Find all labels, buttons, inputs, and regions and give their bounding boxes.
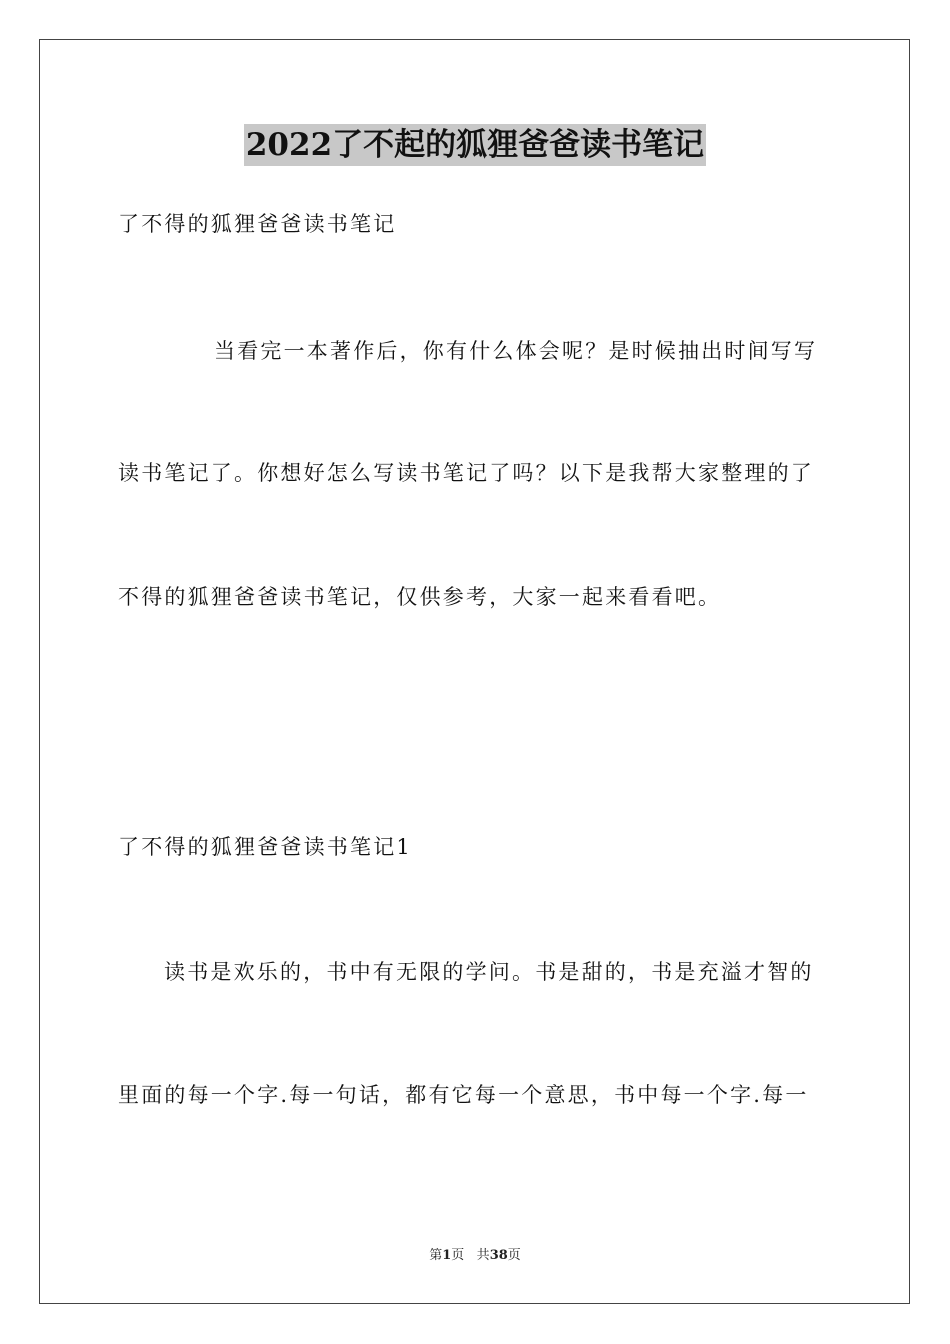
body-line-1: 读书是欢乐的，书中有无限的学问。书是甜的，书是充溢才智的 (164, 960, 814, 984)
page-number: 1 (442, 1248, 452, 1263)
intro-line-3: 不得的狐狸爸爸读书笔记，仅供参考，大家一起来看看吧。 (118, 585, 722, 609)
total-prefix: 共 (476, 1248, 490, 1263)
intro-line-1: 当看完一本著作后，你有什么体会呢？是时候抽出时间写写 (214, 339, 818, 363)
page-prefix: 第 (429, 1248, 443, 1263)
section-heading: 了不得的狐狸爸爸读书笔记1 (118, 835, 412, 859)
subtitle: 了不得的狐狸爸爸读书笔记 (118, 212, 397, 236)
total-pages: 38 (489, 1248, 508, 1263)
intro-line-2: 读书笔记了。你想好怎么写读书笔记了吗？以下是我帮大家整理的了 (118, 461, 814, 485)
total-suffix: 页 (507, 1248, 521, 1263)
page-suffix: 页 (451, 1248, 465, 1263)
page-footer (0, 1247, 950, 1265)
title-container (0, 124, 950, 166)
document-title: 2022了不起的狐狸爸爸读书笔记 (244, 124, 706, 166)
body-line-2: 里面的每一个字.每一句话，都有它每一个意思，书中每一个字.每一 (118, 1083, 809, 1107)
